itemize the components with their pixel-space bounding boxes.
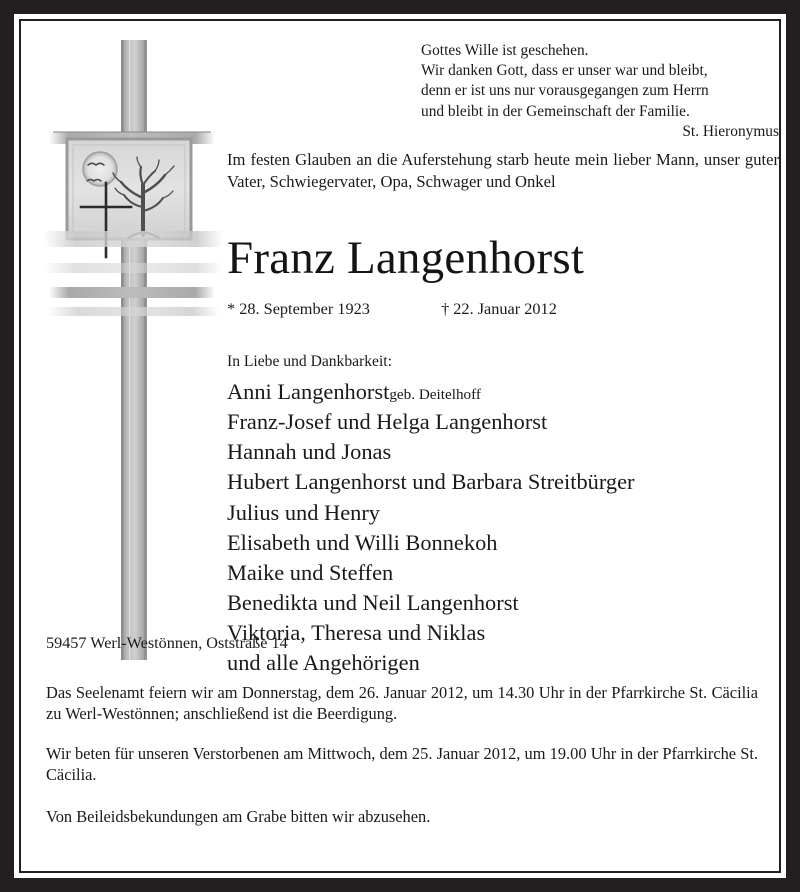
survivor-name: Hubert Langenhorst und Barbara Streitbürger xyxy=(227,469,635,495)
birth-date: * 28. September 1923 xyxy=(227,299,370,318)
condolence-note: Von Beileidsbekundungen am Grabe bitten wir abzusehen. xyxy=(46,807,431,826)
survivor-nee: geb. Deitelhoff xyxy=(389,386,481,403)
survivor-name: Viktoria, Theresa und Niklas xyxy=(227,620,486,645)
prayer-note: Wir beten für unseren Verstorbenen am Mittwoch, dem 25. Januar 2012, um 19.00 Uhr in der Pfarrkirche St. Cäcilia. xyxy=(46,744,758,785)
survivor-row xyxy=(227,467,787,497)
notice-sheet xyxy=(21,21,779,871)
intro-text: Im festen Glauben an die Auferstehung starb heute mein lieber Mann, unser guter Vater, Schwiegervater, Opa, Schwager und Onkel xyxy=(227,150,779,191)
epigraph-line: und bleibt in der Gemeinschaft der Familie. xyxy=(421,102,690,120)
epigraph-line: denn er ist uns nur vorausgegangen zum Herrn xyxy=(421,82,709,100)
survivor-name: Hannah und Jonas xyxy=(227,439,392,465)
survivor-name: Benedikta und Neil Langenhorst xyxy=(227,589,519,615)
epigraph xyxy=(421,41,779,142)
survivor-row xyxy=(227,498,787,528)
survivor-row xyxy=(227,407,787,437)
epigraph-line: Wir danken Gott, dass er unser war und bleibt, xyxy=(421,62,708,80)
survivor-row xyxy=(227,588,787,618)
survivor-row xyxy=(227,377,787,407)
survivor-row xyxy=(227,437,787,467)
survivor-name: und alle Angehörigen xyxy=(227,650,420,676)
deceased-name: Franz Langenhorst xyxy=(227,232,585,284)
gratitude-label: In Liebe und Dankbarkeit: xyxy=(227,353,392,370)
survivor-row xyxy=(227,528,787,558)
epigraph-line: Gottes Wille ist geschehen. xyxy=(421,42,589,59)
death-date: † 22. Januar 2012 xyxy=(441,299,557,318)
survivor-name: Maike und Steffen xyxy=(227,559,394,585)
address: 59457 Werl-Westönnen, Oststraße 14 xyxy=(46,634,288,652)
survivor-name: Franz-Josef und Helga Langenhorst xyxy=(227,409,548,435)
survivor-name: Julius und Henry xyxy=(227,499,380,525)
survivor-row xyxy=(227,558,787,588)
service-note: Das Seelenamt feiern wir am Donnerstag, dem 26. Januar 2012, um 14.30 Uhr in der Pfarrkirche St. Cäcilia zu Werl-Westönnen; anschließend ist die Beerdigung. xyxy=(46,683,758,724)
epigraph-attribution: St. Hieronymus xyxy=(682,122,779,140)
survivor-name: Elisabeth und Willi Bonnekoh xyxy=(227,529,498,555)
memorial-illustration xyxy=(43,35,223,660)
life-dates xyxy=(227,299,779,319)
cross-arm-lower-icon xyxy=(49,287,215,298)
survivor-name: Anni Langenhorst xyxy=(227,379,390,404)
